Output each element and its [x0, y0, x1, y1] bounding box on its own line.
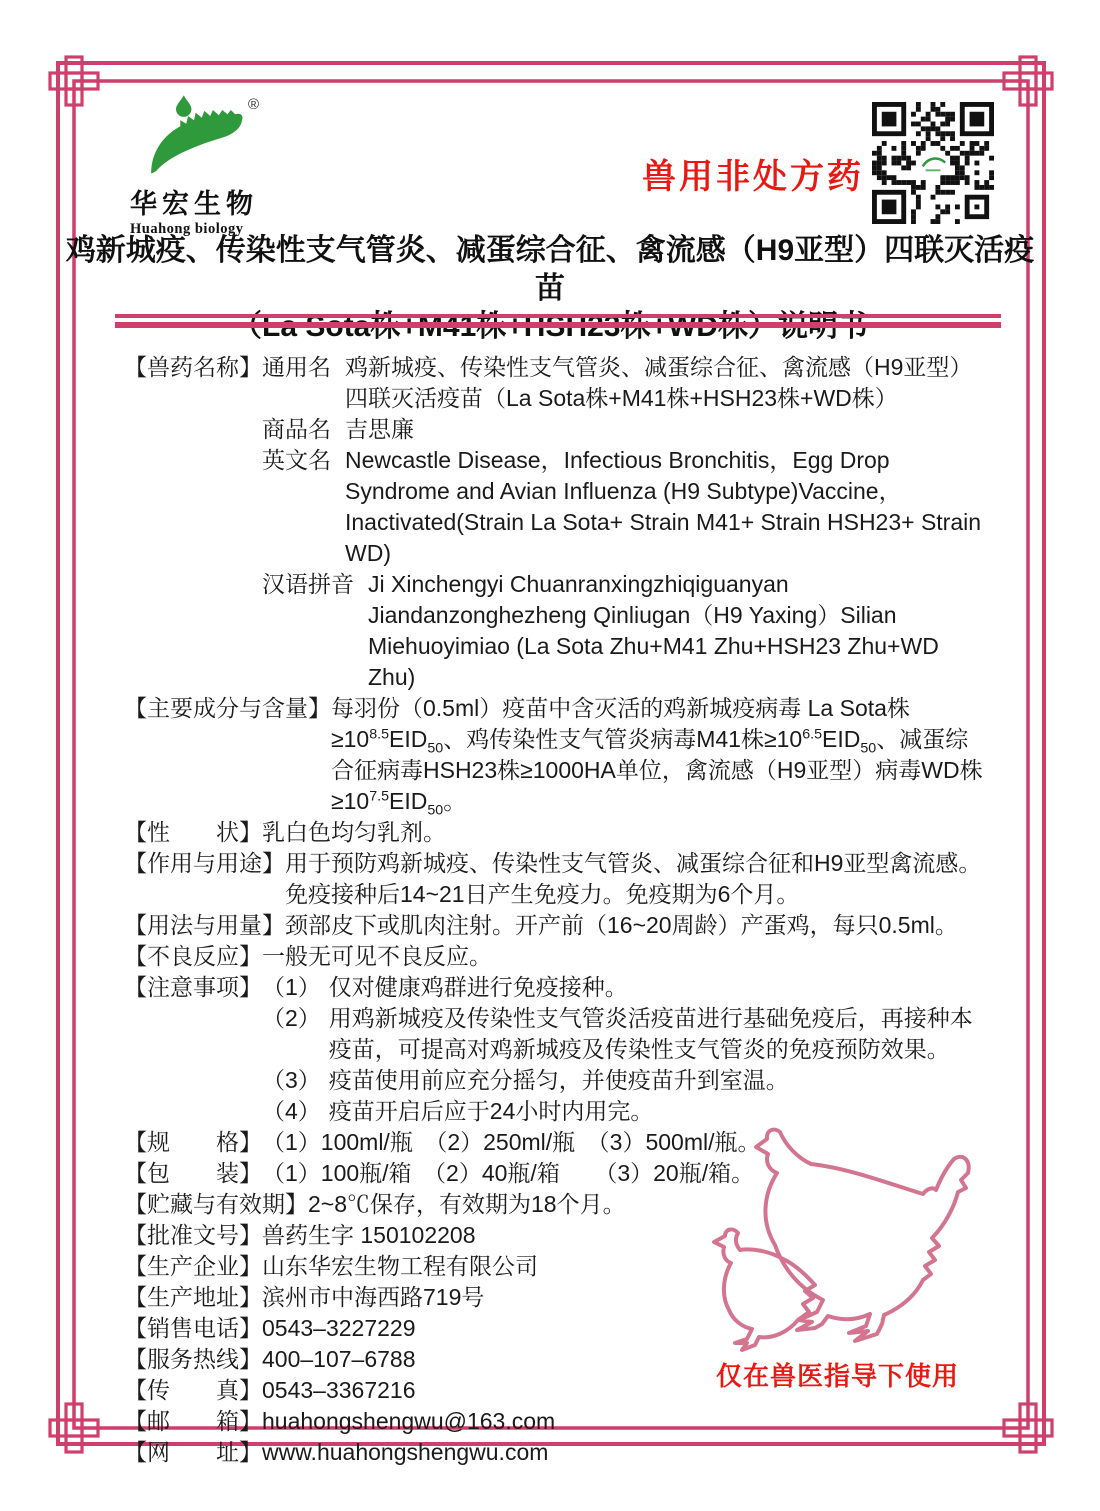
otc-badge: 兽用非处方药	[642, 158, 864, 196]
contact-row-manufacturer: 【生产企业】 山东华宏生物工程有限公司	[124, 1253, 538, 1279]
properties-value: 乳白色均匀乳剂。	[262, 819, 446, 845]
logo-name-en: Huahong biology	[130, 221, 244, 237]
precaution-item: （4） 疫苗开启后应于24小时内用完。	[262, 1098, 654, 1124]
usage-value: 用于预防鸡新城疫、传染性支气管炎、减蛋综合征和H9亚型禽流感。免疫接种后14~21日产生免疫力。免疫期为6个月。	[285, 850, 982, 907]
leaf-logo-icon	[144, 92, 256, 182]
corner-knot-bottom-right	[1004, 1404, 1052, 1452]
english-name-key: 英文名	[262, 447, 331, 473]
dosage-value: 颈部皮下或肌肉注射。开产前（16~20周龄）产蛋鸡，每只0.5ml。	[285, 912, 958, 938]
generic-name-key: 通用名	[262, 354, 331, 380]
precaution-item: （2） 用鸡新城疫及传染性支气管炎活疫苗进行基础免疫后，再接种本疫苗，可提高对鸡新城疫及传染性支气管炎的免疫预防效果。	[262, 1005, 973, 1062]
contact-row-fax: 【传 真】 0543–3367216	[124, 1377, 416, 1403]
specification-value: （1）100ml/瓶 （2）250ml/瓶 （3）500ml/瓶。	[262, 1129, 761, 1155]
generic-name-line1: 鸡新城疫、传染性支气管炎、减蛋综合征、禽流感（H9亚型）	[345, 354, 973, 380]
qr-code	[872, 102, 994, 224]
leaflet-body	[124, 352, 986, 1468]
packing-value: （1）100瓶/箱 （2）40瓶/箱 （3）20瓶/箱。	[262, 1160, 755, 1186]
section-drug-name	[124, 352, 986, 693]
pinyin-name-key: 汉语拼音	[262, 571, 354, 597]
section-precautions	[124, 972, 986, 1127]
corner-knot-top-right	[1004, 57, 1052, 105]
generic-name-line2: 四联灭活疫苗（La Sota株+M41株+HSH23株+WD株）	[345, 385, 898, 411]
pinyin-name-value: Ji Xinchengyi Chuanranxingzhiqiguanyan Jiandanzonghezheng Qinliugan（H9 Yaxing）Silian Miehuoyimiao (La Sota Zhu+M41 Zhu+HSH23 Zhu+WD Zhu)	[368, 571, 939, 690]
section-label: 【贮藏与有效期】	[124, 1191, 308, 1217]
page-title	[60, 232, 1040, 346]
brand-logo	[130, 92, 290, 238]
corner-knot-top-left	[50, 57, 98, 105]
section-adverse-reactions	[124, 941, 986, 972]
contact-row-address: 【生产地址】 滨州市中海西路719号	[124, 1284, 485, 1310]
section-label: 【兽药名称】	[124, 354, 262, 380]
registered-trademark-symbol: ®	[248, 96, 260, 113]
section-usage	[124, 848, 986, 910]
title-divider	[115, 314, 1001, 328]
section-label: 【主要成分与含量】	[124, 695, 331, 721]
contact-row-website: 【网 址】 www.huahongshengwu.com	[124, 1439, 549, 1465]
corner-knot-bottom-left	[50, 1404, 98, 1452]
trade-name-row	[262, 414, 986, 445]
english-name-row	[262, 445, 986, 569]
section-label: 【不良反应】	[124, 943, 262, 969]
section-label: 【规 格】	[124, 1129, 262, 1155]
logo-name-cn: 华宏生物	[130, 189, 258, 219]
title-line-1: 鸡新城疫、传染性支气管炎、减蛋综合征、禽流感（H9亚型）四联灭活疫苗	[65, 234, 1035, 305]
section-composition	[124, 693, 986, 817]
section-label: 【性 状】	[124, 819, 262, 845]
section-specification	[124, 1127, 986, 1158]
section-label: 【用法与用量】	[124, 912, 285, 938]
pinyin-name-row	[262, 569, 986, 693]
precaution-item: （1） 仅对健康鸡群进行免疫接种。	[262, 974, 628, 1000]
section-storage	[124, 1189, 986, 1220]
precaution-item: （3） 疫苗使用前应充分摇匀，并使疫苗升到室温。	[262, 1067, 789, 1093]
vet-supervision-warning: 仅在兽医指导下使用	[716, 1361, 960, 1391]
contact-row-sales-phone: 【销售电话】 0543–3227229	[124, 1315, 416, 1341]
contact-row-email: 【邮 箱】 huahongshengwu@163.com	[124, 1408, 556, 1434]
composition-value: 每羽份（0.5ml）疫苗中含灭活的鸡新城疫病毒 La Sota株$\ge 10^{8.5}EID_{50}$、鸡传染性支气管炎病毒M41株$\ge 10^{6.5}EID_{50}$、减蛋综合征病毒HSH23株≥1000HA单位，禽流感（H9亚型）病毒WD株$\ge 10^{7.5}EID_{50}$。	[331, 695, 983, 819]
trade-name-value: 吉思廉	[345, 416, 414, 442]
section-label: 【注意事项】	[124, 974, 262, 1000]
section-label: 【包 装】	[124, 1160, 262, 1186]
contact-row-approval-number: 【批准文号】 兽药生字 150102208	[124, 1222, 476, 1248]
section-properties	[124, 817, 986, 848]
section-dosage	[124, 910, 986, 941]
generic-name-row	[262, 352, 986, 414]
section-packing	[124, 1158, 986, 1189]
english-name-value: Newcastle Disease，Infectious Bronchitis，Egg Drop Syndrome and Avian Influenza (H9 Subtype)Vaccine，Inactivated(Strain La Sota+ Strain M41+ Strain HSH23+ Strain WD)	[345, 447, 982, 566]
section-label: 【作用与用途】	[124, 850, 285, 876]
adverse-value: 一般无可见不良反应。	[262, 943, 492, 969]
trade-name-key: 商品名	[262, 416, 331, 442]
storage-value: 2~8℃保存，有效期为18个月。	[308, 1191, 626, 1217]
contact-row-service-hotline: 【服务热线】 400–107–6788	[124, 1346, 416, 1372]
